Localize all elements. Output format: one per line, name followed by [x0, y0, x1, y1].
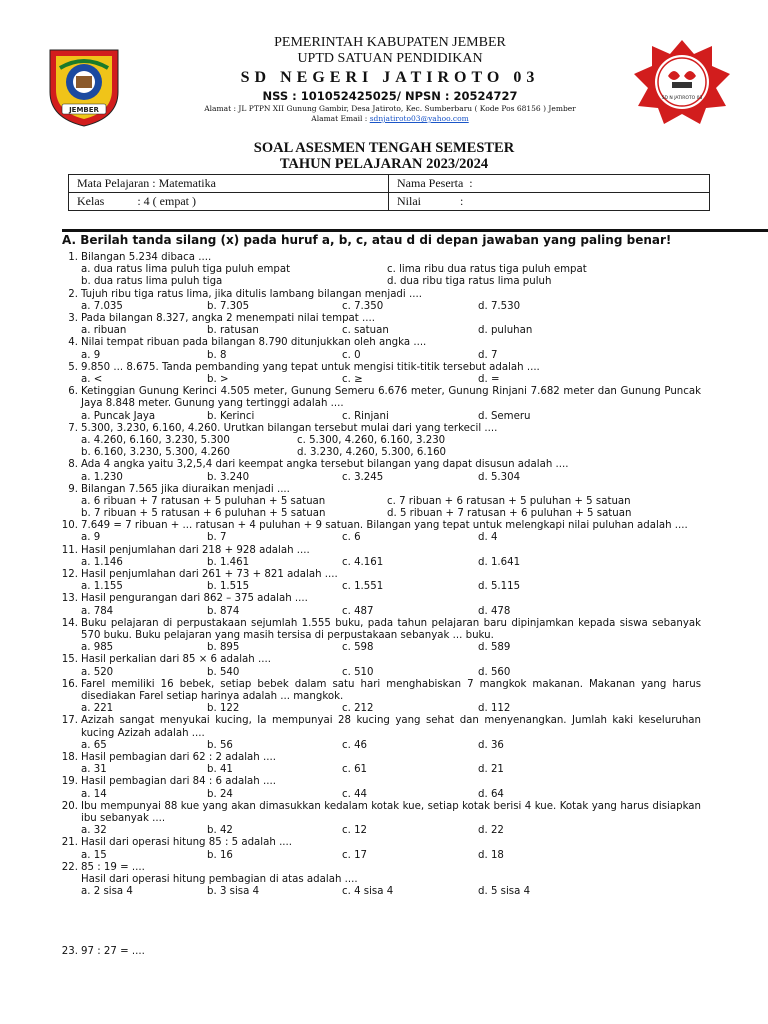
question	[56, 569, 701, 593]
question	[56, 545, 701, 569]
nss-npsn: NSS : 101052425025/ NPSN : 20524727	[262, 89, 518, 103]
section-a-instruction: A. Berilah tanda silang (x) pada huruf a, b, c, atau d di depan jawaban yang paling benar!	[62, 233, 672, 247]
question-number: 7.	[68, 422, 78, 434]
participant-name-cell[interactable]: Nama Peserta :	[389, 175, 710, 193]
option-a[interactable]: a. 6 ribuan + 7 ratusan + 5 puluhan + 5 satuan	[81, 495, 326, 507]
option-a[interactable]: a. 4.260, 6.160, 3.230, 5.300	[81, 434, 230, 446]
question-number: 22.	[61, 861, 78, 873]
option-c[interactable]: c. 7 ribuan + 6 ratusan + 5 puluhan + 5 satuan	[387, 495, 631, 507]
option-c[interactable]: c. 3.245	[342, 471, 384, 483]
blank-space	[56, 898, 701, 922]
score-cell[interactable]: Nilai :	[389, 193, 710, 211]
option-d[interactable]: d. 64	[478, 788, 504, 800]
question-number: 10.	[61, 520, 78, 532]
option-a[interactable]: a. 2 sisa 4	[81, 886, 133, 898]
option-a[interactable]: a. 65	[81, 739, 107, 751]
option-d[interactable]: d. 560	[478, 666, 511, 678]
option-b[interactable]: b. 1.515	[207, 581, 250, 593]
option-c[interactable]: c. lima ribu dua ratus tiga puluh empat	[387, 264, 587, 276]
question-number: 16.	[61, 678, 78, 690]
question-number: 21.	[61, 837, 78, 849]
option-c[interactable]: c. 487	[342, 605, 374, 617]
option-a[interactable]: a. 221	[81, 703, 114, 715]
option-d[interactable]: d. 1.641	[478, 556, 521, 568]
option-b[interactable]: b. 3.240	[207, 471, 250, 483]
option-b[interactable]: b. 7.305	[207, 300, 250, 312]
question-number: 3.	[68, 312, 78, 324]
option-d[interactable]: d. =	[478, 373, 500, 385]
option-b[interactable]: b. 6.160, 3.230, 5.300, 4.260	[81, 447, 231, 459]
exam-title	[0, 140, 768, 172]
emblem-label: JEMBER	[69, 106, 99, 114]
option-a[interactable]: a. 9	[81, 532, 101, 544]
question	[56, 618, 701, 655]
question-text: Ada 4 angka yaitu 3,2,5,4 dari keempat angka tersebut bilangan yang dapat disusun adalah ....	[81, 459, 569, 471]
question-number: 6.	[68, 386, 78, 398]
email-line	[150, 114, 630, 124]
option-b[interactable]: b. 8	[207, 349, 227, 361]
email-label: Alamat Email :	[311, 114, 370, 123]
option-c[interactable]: c. 4 sisa 4	[342, 886, 394, 898]
question-text: 9.850 ... 8.675. Tanda pembanding yang tepat untuk mengisi titik-titik tersebut adalah ....	[81, 361, 540, 373]
student-info-table	[68, 174, 710, 211]
option-a[interactable]: a. 9	[81, 349, 101, 361]
option-b[interactable]: b. 7	[207, 532, 227, 544]
option-a[interactable]: a. 985	[81, 642, 114, 654]
option-d[interactable]: d. 22	[478, 825, 504, 837]
school-logo	[632, 38, 732, 126]
option-d[interactable]: d. 5.304	[478, 471, 521, 483]
question-text: Ketinggian Gunung Kerinci 4.505 meter, Gunung Semeru 6.676 meter, Gunung Rinjani 7.682 meter dan Gunung Puncak Jaya 8.848 meter. Gunung yang tertinggi adalah ....	[81, 386, 701, 410]
question-number: 2.	[68, 288, 78, 300]
question-text: Hasil penjumlahan dari 218 + 928 adalah ....	[81, 544, 310, 556]
question-text: Hasil perkalian dari 85 × 6 adalah ....	[81, 654, 271, 666]
question-text: Pada bilangan 8.327, angka 2 menempati nilai tempat ....	[81, 312, 375, 324]
question-text: 97 : 27 = ....	[81, 946, 145, 958]
option-c[interactable]: c. 6	[342, 532, 361, 544]
option-b[interactable]: b. 540	[207, 666, 240, 678]
option-b[interactable]: b. >	[207, 373, 229, 385]
option-d[interactable]: d. puluhan	[478, 325, 533, 337]
option-a[interactable]: a. 1.146	[81, 556, 123, 568]
question	[56, 801, 701, 838]
exam-title-line2: TAHUN PELAJARAN 2023/2024	[279, 156, 489, 172]
option-d[interactable]: d. 4	[478, 532, 498, 544]
question-text: Hasil pengurangan dari 862 – 375 adalah ....	[81, 593, 308, 605]
question-text: Nilai tempat ribuan pada bilangan 8.790 ditunjukkan oleh angka ....	[81, 337, 427, 349]
option-d[interactable]: d. 36	[478, 739, 504, 751]
school-name: SD NEGERI JATIROTO 03	[240, 69, 540, 86]
class-cell: Kelas : 4 ( empat )	[69, 193, 389, 211]
option-b[interactable]: b. dua ratus lima puluh tiga	[81, 276, 223, 288]
option-b[interactable]: b. 122	[207, 703, 240, 715]
letterhead	[150, 35, 630, 124]
option-a[interactable]: a. 14	[81, 788, 107, 800]
option-d[interactable]: d. Semeru	[478, 410, 531, 422]
question-number: 23.	[61, 946, 78, 958]
option-d[interactable]: d. 7.530	[478, 300, 521, 312]
option-c[interactable]: c. 46	[342, 739, 368, 751]
question-text: Azizah sangat menyukai kucing, Ia mempunyai 28 kucing yang sehat dan menyenangkan. Jumlah kaki keseluruhan kucing Azizah adalah ....	[81, 715, 701, 739]
option-a[interactable]: a. 784	[81, 605, 114, 617]
option-b[interactable]: b. 16	[207, 849, 233, 861]
question-text: Hasil penjumlahan dari 261 + 73 + 821 adalah ....	[81, 569, 338, 581]
question	[56, 715, 701, 752]
option-a[interactable]: a. ribuan	[81, 325, 127, 337]
question-text: Tujuh ribu tiga ratus lima, jika ditulis lambang bilangan menjadi ....	[81, 288, 422, 300]
option-c[interactable]: c. 7.350	[342, 300, 384, 312]
school-address: Alamat : JL PTPN XII Gunung Gambir, Desa Jatiroto, Kec. Sumberbaru ( Kode Pos 68156 ) Jember	[204, 104, 576, 113]
option-a[interactable]: a. 32	[81, 825, 107, 837]
option-c[interactable]: c. satuan	[342, 325, 389, 337]
option-b[interactable]: b. 42	[207, 825, 233, 837]
option-b[interactable]: b. 895	[207, 642, 240, 654]
question-number: 14.	[61, 617, 78, 629]
option-c[interactable]: c. 598	[342, 642, 374, 654]
option-d[interactable]: d. 5.115	[478, 581, 521, 593]
option-a[interactable]: a. 520	[81, 666, 114, 678]
question-text: 85 : 19 = ....	[81, 861, 145, 873]
question-number: 9.	[68, 483, 78, 495]
question-number: 5.	[68, 361, 78, 373]
question-number: 4.	[68, 337, 78, 349]
question	[56, 520, 701, 544]
question-text: 7.649 = 7 ribuan + ... ratusan + 4 puluhan + 9 satuan. Bilangan yang tepat untuk melengkapi nilai puluhan adalah ....	[81, 520, 688, 532]
option-c[interactable]: c. 510	[342, 666, 374, 678]
option-d[interactable]: d. 18	[478, 849, 504, 861]
question-text-continued: Hasil dari operasi hitung pembagian di atas adalah ....	[81, 873, 358, 885]
question-number: 12.	[61, 569, 78, 581]
question	[56, 593, 701, 617]
question-number: 8.	[68, 459, 78, 471]
option-b[interactable]: b. Kerinci	[207, 410, 255, 422]
question	[56, 776, 701, 800]
option-d[interactable]: d. 112	[478, 703, 511, 715]
question-number: 18.	[61, 752, 78, 764]
question-text: Farel memiliki 16 bebek, setiap bebek dalam satu hari menghabiskan 7 mangkok makanan. Makanan yang harus disediakan Farel setiap harinya adalah ... mangkok.	[81, 678, 701, 703]
question	[56, 484, 701, 521]
question-list	[56, 252, 701, 959]
option-a[interactable]: a. 1.155	[81, 581, 123, 593]
question-number: 19.	[61, 776, 78, 788]
option-a[interactable]: a. <	[81, 373, 103, 385]
government-name: PEMERINTAH KABUPATEN JEMBER	[274, 35, 506, 50]
option-c[interactable]: c. ≥	[342, 373, 363, 385]
option-c[interactable]: c. 4.161	[342, 556, 384, 568]
option-b[interactable]: b. 874	[207, 605, 240, 617]
question	[56, 386, 701, 423]
option-c[interactable]: c. 0	[342, 349, 361, 361]
question-text: Bilangan 5.234 dibaca ....	[81, 252, 212, 263]
question	[56, 862, 701, 899]
question-text: 5.300, 3.230, 6.160, 4.260. Urutkan bilangan tersebut mulai dari yang terkecil ....	[81, 422, 498, 434]
jember-emblem-logo	[46, 46, 122, 128]
option-c[interactable]: c. 1.551	[342, 581, 384, 593]
option-c[interactable]: c. 44	[342, 788, 368, 800]
question-text: Buku pelajaran di perpustakaan sejumlah 1.555 buku, pada tahun pelajaran baru dipinjamkan kepada siswa sebanyak 570 buku. Buku pelajaran yang masih tersisa di perpustakaan sebanyak ... buku.	[81, 617, 701, 642]
option-a[interactable]: a. Puncak Jaya	[81, 410, 156, 422]
question	[56, 752, 701, 776]
question	[56, 252, 701, 289]
exam-title-line1: SOAL ASESMEN TENGAH SEMESTER	[253, 140, 515, 156]
question-number: 20.	[61, 800, 78, 812]
option-d[interactable]: d. 21	[478, 764, 504, 776]
subject-cell: Mata Pelajaran : Matematika	[69, 175, 389, 193]
option-a[interactable]: a. 15	[81, 849, 107, 861]
option-a[interactable]: a. 31	[81, 764, 107, 776]
option-b[interactable]: b. 3 sisa 4	[207, 886, 260, 898]
school-logo-label: SD N JATIROTO 03	[661, 96, 703, 101]
option-b[interactable]: b. 41	[207, 764, 233, 776]
question	[56, 679, 701, 716]
option-a[interactable]: a. 7.035	[81, 300, 123, 312]
question-text: Hasil pembagian dari 84 : 6 adalah ....	[81, 776, 276, 788]
question-number: 13.	[61, 593, 78, 605]
option-b[interactable]: b. ratusan	[207, 325, 259, 337]
option-b[interactable]: b. 56	[207, 739, 233, 751]
question	[56, 313, 701, 337]
question	[56, 654, 701, 678]
option-d[interactable]: d. 5 ribuan + 7 ratusan + 6 puluhan + 5 satuan	[387, 508, 632, 520]
question-number: 15.	[61, 654, 78, 666]
option-c[interactable]: c. 12	[342, 825, 368, 837]
unit-name: UPTD SATUAN PENDIDIKAN	[297, 51, 483, 66]
question	[56, 289, 701, 313]
question	[56, 459, 701, 483]
option-a[interactable]: a. dua ratus lima puluh tiga puluh empat	[81, 264, 291, 276]
question-number: 1.	[68, 252, 78, 263]
option-c[interactable]: c. 212	[342, 703, 374, 715]
option-d[interactable]: d. 589	[478, 642, 511, 654]
option-d[interactable]: d. dua ribu tiga ratus lima puluh	[387, 276, 552, 288]
question-text: Hasil pembagian dari 62 : 2 adalah ....	[81, 752, 276, 764]
question	[56, 337, 701, 361]
question	[56, 837, 701, 861]
question-text: Hasil dari operasi hitung 85 : 5 adalah ....	[81, 837, 293, 849]
option-d[interactable]: d. 3.230, 4.260, 5.300, 6.160	[297, 447, 447, 459]
blank-space	[56, 922, 701, 946]
question-text: Bilangan 7.565 jika diuraikan menjadi ....	[81, 483, 290, 495]
option-b[interactable]: b. 1.461	[207, 556, 250, 568]
option-c[interactable]: c. Rinjani	[342, 410, 389, 422]
option-a[interactable]: a. 1.230	[81, 471, 123, 483]
option-d[interactable]: d. 7	[478, 349, 498, 361]
question	[56, 362, 701, 386]
option-b[interactable]: b. 7 ribuan + 5 ratusan + 6 puluhan + 5 satuan	[81, 508, 326, 520]
option-d[interactable]: d. 5 sisa 4	[478, 886, 531, 898]
question	[56, 946, 701, 958]
question	[56, 423, 701, 460]
option-b[interactable]: b. 24	[207, 788, 233, 800]
option-d[interactable]: d. 478	[478, 605, 511, 617]
question-text: Ibu mempunyai 88 kue yang akan dimasukkan kedalam kotak kue, setiap kotak berisi 4 kue. Kotak yang harus disiapkan ibu sebanyak ....	[81, 800, 701, 824]
email-link[interactable]: sdnjatiroto03@yahoo.com	[369, 114, 469, 123]
option-c[interactable]: c. 61	[342, 764, 368, 776]
question-number: 17.	[61, 715, 78, 727]
option-c[interactable]: c. 5.300, 4.260, 6.160, 3.230	[297, 434, 446, 446]
option-c[interactable]: c. 17	[342, 849, 368, 861]
question-number: 11.	[61, 544, 78, 556]
